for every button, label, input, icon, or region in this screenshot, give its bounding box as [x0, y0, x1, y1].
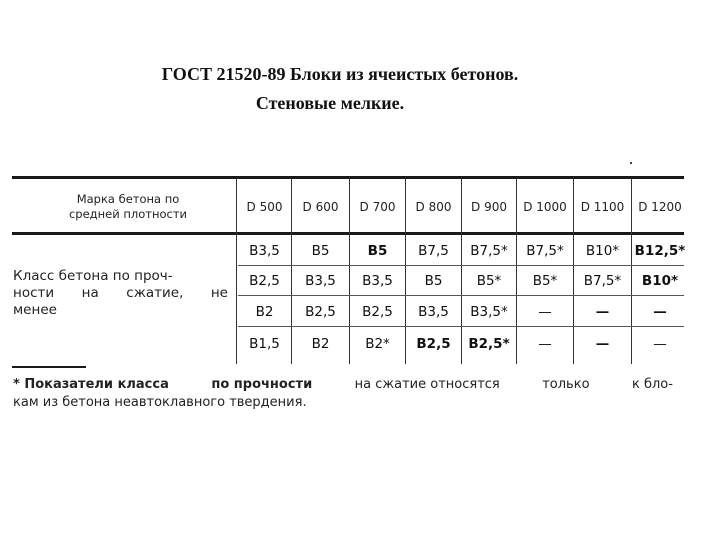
strength-class-label-line: менее [13, 302, 57, 318]
label-word: сжатие, [126, 285, 184, 301]
label-word: не [210, 285, 228, 301]
column-divider [236, 178, 237, 364]
table-cell: В7,5* [526, 243, 564, 259]
footnote [13, 376, 673, 412]
footnote-line: кам из бетона неавтоклавного твердения. [13, 395, 307, 410]
table-cell: В5* [476, 273, 502, 289]
column-header: D 1000 [523, 200, 567, 214]
row-separator [238, 295, 684, 296]
strength-class-label-line [13, 285, 228, 302]
column-header: D 1100 [580, 200, 625, 214]
table-cell: В2,5 [305, 304, 336, 320]
table-cell: В3,5* [470, 304, 508, 320]
table-cell: В5 [367, 243, 388, 259]
table-cell: В3,5 [362, 273, 393, 289]
row-separator [238, 326, 684, 327]
table-cell: В2* [365, 336, 390, 352]
footnote-line [13, 376, 673, 394]
column-header: D 800 [415, 200, 452, 214]
table-cell: — [595, 336, 610, 352]
table-cell: В2,5 [416, 336, 451, 352]
table-cell: В2,5* [468, 336, 510, 352]
table-cell: В7,5* [470, 243, 508, 259]
footnote-phrase: только [542, 377, 590, 392]
column-header: D 900 [471, 200, 507, 214]
table-cell: — [653, 304, 667, 320]
table-cell: В2,5 [362, 304, 393, 320]
table-cell: В5* [532, 273, 558, 289]
speck [630, 162, 632, 164]
label-word: ности [13, 285, 55, 301]
table-cell: — [653, 336, 667, 352]
table-cell: В10* [641, 273, 679, 289]
table-cell: В3,5 [418, 304, 449, 320]
table-cell: — [595, 304, 610, 320]
density-header [28, 192, 228, 222]
strength-class-label-line: Класс бетона по проч- [13, 268, 173, 284]
table-cell: — [538, 336, 552, 352]
table-cell: В2 [311, 336, 330, 352]
table-cell: В5 [311, 243, 330, 259]
density-header-line: Марка бетона по [76, 192, 180, 206]
footnote-rule [12, 366, 86, 368]
table-cell: В7,5* [583, 273, 622, 289]
footnote-phrase: на сжатие относятся [354, 377, 500, 392]
table-cell: В7,5 [418, 243, 449, 259]
table-cell: В1,5 [249, 336, 280, 352]
table-top-rule [12, 176, 684, 179]
density-header-line: средней плотности [68, 207, 188, 221]
label-word: на [81, 285, 99, 301]
table-cell: В10* [585, 243, 620, 259]
footnote-phrase: * Показатели класса [13, 377, 169, 392]
table-cell: В3,5 [305, 273, 336, 289]
document-subtitle: Стеновые мелкие. [255, 93, 405, 113]
strength-class-label [13, 268, 228, 319]
column-header: D 500 [246, 200, 283, 214]
table-cell: В5 [424, 273, 443, 289]
table-cell: В12,5* [634, 243, 686, 259]
column-header: D 700 [359, 200, 396, 214]
column-header: D 600 [302, 200, 339, 214]
footnote-phrase: к бло- [632, 377, 673, 392]
table-cell: — [538, 304, 552, 320]
column-header: D 1200 [638, 200, 682, 214]
document-title: ГОСТ 21520-89 Блоки из ячеистых бетонов. [161, 64, 519, 84]
table-header-rule [12, 232, 684, 235]
row-separator [238, 265, 684, 266]
table-cell: В2,5 [249, 273, 280, 289]
footnote-phrase: по прочности [211, 377, 313, 392]
table-cell: В2 [255, 304, 274, 320]
table-cell: В3,5 [249, 243, 280, 259]
